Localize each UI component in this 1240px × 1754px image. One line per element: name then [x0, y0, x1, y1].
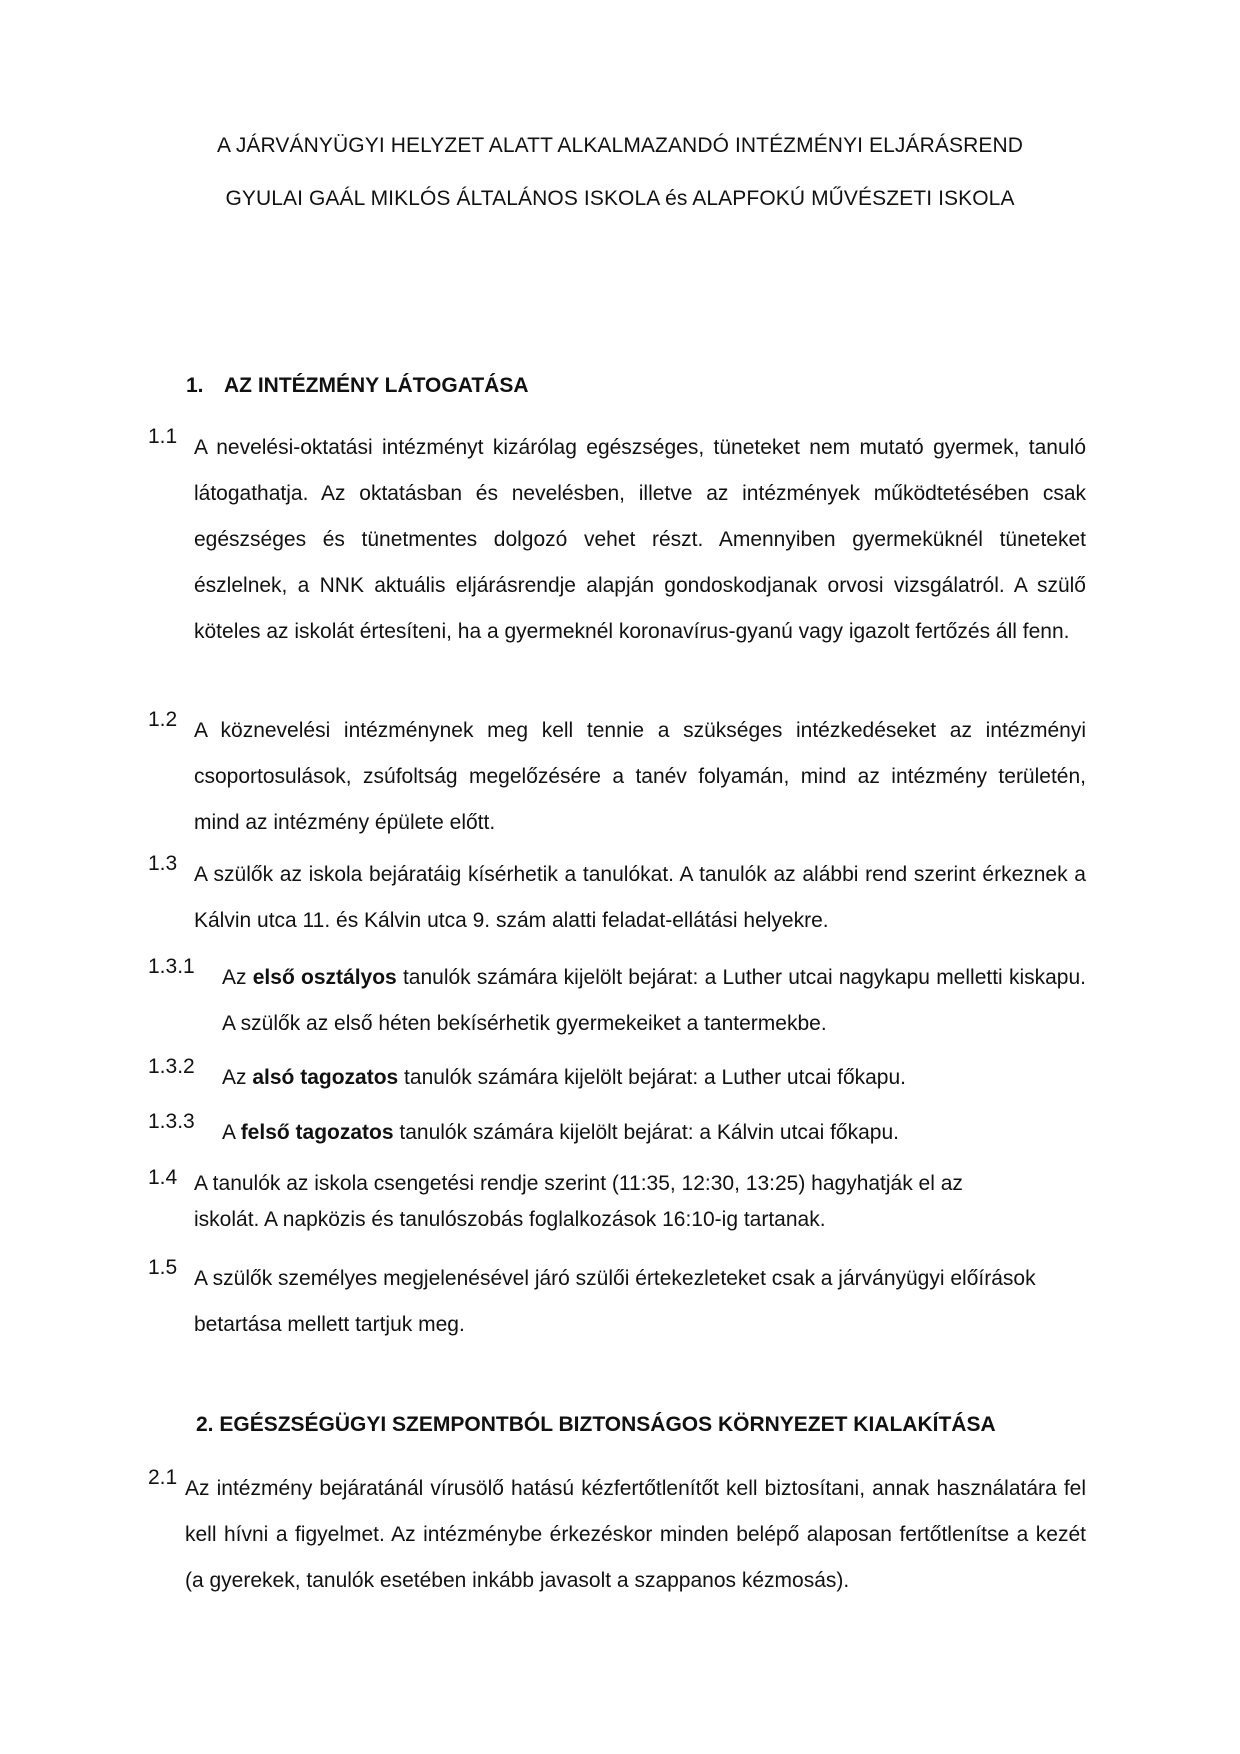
section-1-number: 1. [186, 374, 204, 397]
document-title-line-1: A JÁRVÁNYÜGYI HELYZET ALATT ALKALMAZANDÓ INTÉZMÉNYI ELJÁRÁSREND [216, 134, 1024, 157]
item-number: 1.3.2 [148, 1055, 195, 1078]
item-number: 1.1 [148, 425, 178, 448]
item-text: Az intézmény bejáratánál vírusölő hatású kézfertőtlenítőt kell biztosítani, annak használatára fel kell hívni a figyelmet. Az intézménybe érkezéskor minden belépő alaposan fertőtlenítse a kezét (a gyerekek, tanulók esetében inkább javasolt a szappanos kézmosás). [185, 1477, 1086, 1592]
item-text-bold: első osztályos [252, 966, 397, 989]
item-text [222, 1055, 1086, 1101]
item-text-pre: Az [222, 1066, 253, 1089]
item-number: 1.4 [148, 1166, 178, 1189]
item-text-post: tanulók számára kijelölt bejárat: a Kálvin utcai főkapu. [393, 1121, 899, 1144]
item-number: 2.1 [148, 1466, 178, 1489]
item-text-pre: Az [222, 966, 253, 989]
item-number: 1.3.1 [148, 955, 195, 978]
item-text-line: A tanulók az iskola csengetési rendje szerint (11:35, 12:30, 13:25) hagyhatják el az [194, 1172, 963, 1195]
section-1-heading: AZ INTÉZMÉNY LÁTOGATÁSA [224, 374, 529, 397]
item-text-pre: A [222, 1121, 241, 1144]
item-text-line: iskolát. A napközis és tanulószobás foglalkozások 16:10-ig tartanak. [194, 1208, 826, 1231]
item-text-bold: alsó tagozatos [252, 1066, 399, 1089]
item-number: 1.3.3 [148, 1110, 195, 1133]
item-text-post: tanulók számára kijelölt bejárat: a Luther utcai főkapu. [398, 1066, 907, 1089]
item-number: 1.3 [148, 852, 178, 875]
item-number: 1.5 [148, 1256, 178, 1279]
section-2-heading: 2. EGÉSZSÉGÜGYI SZEMPONTBÓL BIZTONSÁGOS KÖRNYEZET KIALAKÍTÁSA [196, 1413, 996, 1436]
item-text [222, 955, 1086, 1047]
item-number: 1.2 [148, 708, 178, 731]
item-text [194, 1166, 1086, 1238]
item-text-post: tanulók számára kijelölt bejárat: a Luther utcai nagykapu melletti kiskapu. A szülők az első héten bekísérhetik gyermekeiket a tantermekbe. [222, 966, 1086, 1035]
document-title-line-2: GYULAI GAÁL MIKLÓS ÁLTALÁNOS ISKOLA és ALAPFOKÚ MŰVÉSZETI ISKOLA [225, 187, 1015, 210]
item-text-bold: felső tagozatos [240, 1121, 394, 1144]
item-text: A szülők az iskola bejáratáig kísérhetik a tanulókat. A tanulók az alábbi rend szerint érkeznek a Kálvin utca 11. és Kálvin utca 9. szám alatti feladat-ellátási helyekre. [194, 863, 1086, 932]
item-text: A nevelési-oktatási intézményt kizárólag egészséges, tüneteket nem mutató gyermek, tanuló látogathatja. Az oktatásban és nevelésben, illetve az intézmények működtetésében csak egészséges és tünetmentes dolgozó vehet részt. Amennyiben gyermeküknél tüneteket észlelnek, a NNK aktuális eljárásrendje alapján gondoskodjanak orvosi vizsgálatról. A szülő köteles az iskolát értesíteni, ha a gyermeknél koronavírus-gyanú vagy igazolt fertőzés áll fenn. [194, 436, 1086, 643]
item-text [222, 1110, 1086, 1156]
item-text: A köznevelési intézménynek meg kell tennie a szükséges intézkedéseket az intézményi csoportosulások, zsúfoltság megelőzésére a tanév folyamán, mind az intézmény területén, mind az intézmény épülete előtt. [194, 719, 1086, 834]
item-text: A szülők személyes megjelenésével járó szülői értekezleteket csak a járványügyi előírások betartása mellett tartjuk meg. [194, 1267, 1036, 1336]
